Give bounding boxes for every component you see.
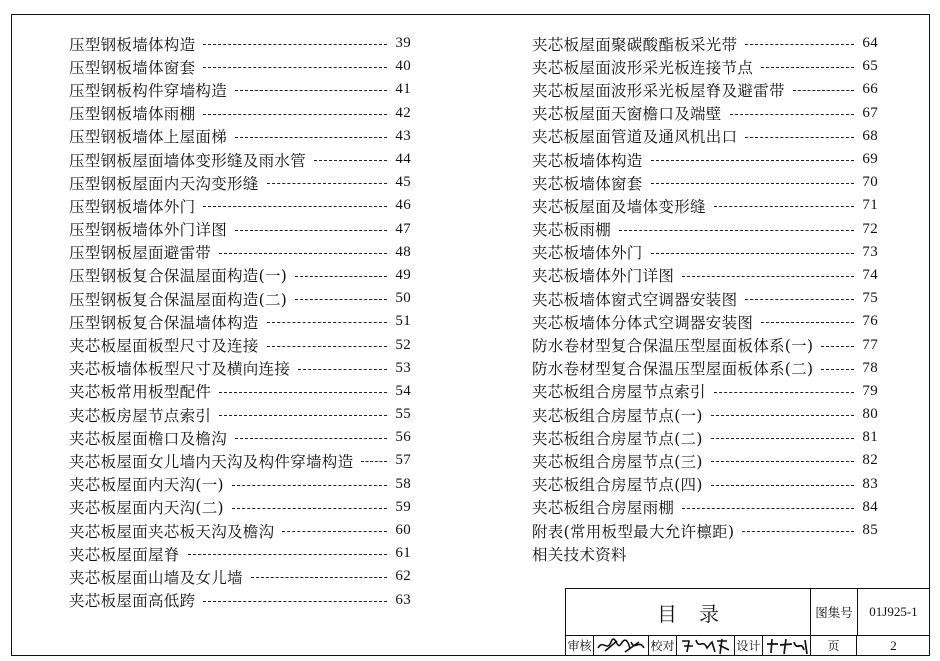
toc-entry[interactable] xyxy=(69,78,411,101)
toc-leader-dashes xyxy=(682,276,854,277)
toc-entry-title: 夹芯板屋面内天沟(二) xyxy=(69,499,224,518)
toc-entry-title: 压型钢板墙体窗套 xyxy=(69,58,196,77)
toc-entry-page: 44 xyxy=(395,151,411,168)
toc-entry-page: 81 xyxy=(862,429,878,446)
toc-entry-title: 夹芯板屋面屋脊 xyxy=(69,545,180,564)
toc-leader-dashes xyxy=(711,438,854,439)
toc-leader-dashes xyxy=(282,531,387,532)
toc-leader-dashes xyxy=(761,322,854,323)
toc-entry-title: 压型钢板屋面墙体变形缝及雨水管 xyxy=(69,151,307,170)
toc-leader-dashes xyxy=(188,554,387,555)
toc-entry-page: 68 xyxy=(862,127,878,144)
toc-leader-dashes xyxy=(235,137,387,138)
toc-leader-dashes xyxy=(235,230,387,231)
toc-leader-dashes xyxy=(714,206,854,207)
toc-entry[interactable] xyxy=(69,241,411,264)
toc-leader-dashes xyxy=(203,114,387,115)
toc-entry[interactable] xyxy=(532,264,878,287)
toc-entry[interactable] xyxy=(532,55,878,78)
toc-entry-page: 52 xyxy=(395,336,411,353)
toc-entry-page: 43 xyxy=(395,127,411,144)
design-label: 设计 xyxy=(735,635,763,656)
toc-entry[interactable] xyxy=(69,264,411,287)
toc-leader-dashes xyxy=(219,253,387,254)
toc-entry-page: 71 xyxy=(862,197,878,214)
toc-entry[interactable] xyxy=(69,333,411,356)
page-label: 页 xyxy=(811,635,857,656)
toc-entry-title: 夹芯板墙体窗套 xyxy=(532,174,643,193)
toc-leader-dashes xyxy=(295,299,387,300)
toc-leader-dashes xyxy=(203,601,387,602)
toc-entry-title: 压型钢板复合保温墙体构造 xyxy=(69,313,259,332)
toc-leader-dashes xyxy=(235,90,387,91)
toc-entry[interactable] xyxy=(69,519,411,542)
toc-leader-dashes xyxy=(219,415,387,416)
toc-entry[interactable] xyxy=(532,473,878,496)
toc-entry-page: 73 xyxy=(862,243,878,260)
toc-leader-dashes xyxy=(232,485,387,486)
toc-entry-page: 83 xyxy=(862,475,878,492)
toc-entry[interactable] xyxy=(69,496,411,519)
toc-entry-title: 夹芯板屋面高低跨 xyxy=(69,592,196,611)
toc-entry[interactable] xyxy=(69,473,411,496)
toc-leader-dashes xyxy=(203,67,387,68)
toc-entry-page: 54 xyxy=(395,382,411,399)
toc-leader-dashes xyxy=(298,369,387,370)
toc-entry-title: 相关技术资料 xyxy=(532,545,627,564)
toc-entry[interactable] xyxy=(532,449,878,472)
toc-entry-title: 夹芯板屋面及墙体变形缝 xyxy=(532,197,706,216)
toc-entry-title: 夹芯板墙体构造 xyxy=(532,151,643,170)
toc-entry-page: 50 xyxy=(395,290,411,307)
check-signature xyxy=(677,635,735,656)
toc-entry[interactable] xyxy=(69,287,411,310)
toc-entry[interactable] xyxy=(532,380,878,403)
toc-entry-page: 47 xyxy=(395,220,411,237)
toc-entry-title: 夹芯板墙体分体式空调器安装图 xyxy=(532,313,754,332)
toc-entry-page: 61 xyxy=(395,545,411,562)
toc-entry-title: 夹芯板屋面天窗檐口及端壁 xyxy=(532,105,722,124)
toc-entry[interactable] xyxy=(532,241,878,264)
toc-entry-title: 夹芯板组合房屋节点(四) xyxy=(532,476,703,495)
toc-leader-dashes xyxy=(251,577,387,578)
toc-entry[interactable] xyxy=(532,287,878,310)
toc-leader-dashes xyxy=(267,322,387,323)
toc-entry-title: 夹芯板常用板型配件 xyxy=(69,383,212,402)
toc-entry-page: 66 xyxy=(862,81,878,98)
toc-leader-dashes xyxy=(821,369,854,370)
toc-leader-dashes xyxy=(314,160,387,161)
toc-entry-page: 65 xyxy=(862,58,878,75)
toc-entry-title: 夹芯板墙体外门详图 xyxy=(532,267,675,286)
toc-entry[interactable] xyxy=(532,32,878,55)
toc-entry-page: 79 xyxy=(862,382,878,399)
toc-entry-title: 压型钢板墙体雨棚 xyxy=(69,105,196,124)
toc-entry[interactable] xyxy=(69,542,411,565)
toc-leader-dashes xyxy=(745,44,854,45)
toc-entry-page: 78 xyxy=(862,359,878,376)
toc-entry[interactable] xyxy=(532,194,878,217)
page-number: 2 xyxy=(890,637,897,653)
toc-leader-dashes xyxy=(203,206,387,207)
toc-entry-title: 压型钢板墙体上屋面梯 xyxy=(69,128,228,147)
toc-entry-title: 夹芯板墙体外门 xyxy=(532,244,643,263)
toc-entry[interactable] xyxy=(69,426,411,449)
toc-leader-dashes xyxy=(745,137,854,138)
toc-entry-title: 压型钢板墙体外门详图 xyxy=(69,221,228,240)
atlas-number: 01J925-1 xyxy=(869,604,918,619)
toc-entry-title: 夹芯板屋面波形采光板连接节点 xyxy=(532,58,754,77)
toc-entry-page: 67 xyxy=(862,104,878,121)
toc-entry[interactable] xyxy=(69,171,411,194)
toc-entry-title: 压型钢板屋面避雷带 xyxy=(69,244,212,263)
toc-entry[interactable] xyxy=(532,519,878,542)
toc-entry-page: 45 xyxy=(395,174,411,191)
toc-entry-page: 49 xyxy=(395,266,411,283)
toc-entry[interactable] xyxy=(532,357,878,380)
toc-entry[interactable] xyxy=(532,125,878,148)
toc-entry-title: 夹芯板房屋节点索引 xyxy=(69,406,212,425)
toc-entry[interactable] xyxy=(69,55,411,78)
toc-leader-dashes xyxy=(682,508,854,509)
toc-left-column xyxy=(69,32,411,612)
toc-entry[interactable] xyxy=(69,589,411,612)
toc-leader-dashes xyxy=(361,461,387,462)
toc-entry-page: 69 xyxy=(862,151,878,168)
toc-leader-dashes xyxy=(730,114,854,115)
toc-entry-title: 夹芯板屋面内天沟(一) xyxy=(69,476,224,495)
toc-leader-dashes xyxy=(742,531,854,532)
toc-entry-page: 85 xyxy=(862,522,878,539)
toc-entry-page: 53 xyxy=(395,359,411,376)
toc-entry-title: 夹芯板组合房屋雨棚 xyxy=(532,499,675,518)
check-label: 校对 xyxy=(649,635,677,656)
toc-entry-page: 46 xyxy=(395,197,411,214)
toc-entry[interactable] xyxy=(69,310,411,333)
toc-entry[interactable] xyxy=(532,403,878,426)
toc-entry-page: 48 xyxy=(395,243,411,260)
design-signature xyxy=(763,635,811,656)
toc-leader-dashes xyxy=(267,183,387,184)
toc-entry-title: 夹芯板屋面山墙及女儿墙 xyxy=(69,568,243,587)
toc-leader-dashes xyxy=(711,485,854,486)
toc-entry-page: 74 xyxy=(862,266,878,283)
toc-entry-title: 夹芯板墙体板型尺寸及横向连接 xyxy=(69,360,291,379)
toc-leader-dashes xyxy=(711,415,854,416)
atlas-number-label: 图集号 xyxy=(811,589,858,635)
toc-entry-title: 压型钢板复合保温屋面构造(一) xyxy=(69,267,288,286)
toc-entry-title: 夹芯板屋面女儿墙内天沟及构件穿墙构造 xyxy=(69,452,354,471)
toc-entry[interactable] xyxy=(69,357,411,380)
toc-leader-dashes xyxy=(619,230,854,231)
toc-entry-title: 夹芯板屋面波形采光板屋脊及避雷带 xyxy=(532,81,785,100)
toc-entry-page: 84 xyxy=(862,498,878,515)
toc-entry[interactable] xyxy=(69,32,411,55)
toc-entry-title: 压型钢板复合保温屋面构造(二) xyxy=(69,290,288,309)
toc-entry[interactable] xyxy=(69,565,411,588)
toc-entry[interactable] xyxy=(532,333,878,356)
toc-entry-title: 压型钢板墙体构造 xyxy=(69,35,196,54)
toc-leader-dashes xyxy=(295,276,387,277)
toc-leader-dashes xyxy=(651,183,854,184)
toc-leader-dashes xyxy=(711,461,854,462)
toc-entry-page: 62 xyxy=(395,568,411,585)
toc-leader-dashes xyxy=(203,44,387,45)
toc-entry-page: 70 xyxy=(862,174,878,191)
toc-leader-dashes xyxy=(761,67,854,68)
toc-entry[interactable] xyxy=(532,496,878,519)
toc-leader-dashes xyxy=(821,346,854,347)
toc-entry-title: 压型钢板屋面内天沟变形缝 xyxy=(69,174,259,193)
toc-entry[interactable] xyxy=(69,102,411,125)
toc-leader-dashes xyxy=(651,253,854,254)
toc-entry[interactable] xyxy=(532,102,878,125)
toc-entry[interactable] xyxy=(532,78,878,101)
toc-leader-dashes xyxy=(651,160,854,161)
toc-entry-page: 60 xyxy=(395,522,411,539)
toc-entry-page: 59 xyxy=(395,498,411,515)
toc-entry[interactable] xyxy=(532,171,878,194)
toc-right-column xyxy=(532,32,878,565)
toc-entry-title: 夹芯板屋面管道及通风机出口 xyxy=(532,128,738,147)
toc-leader-dashes xyxy=(267,346,387,347)
toc-entry-title: 压型钢板构件穿墙构造 xyxy=(69,81,228,100)
toc-entry-title: 夹芯板组合房屋节点(一) xyxy=(532,406,703,425)
toc-leader-dashes xyxy=(235,438,387,439)
toc-entry-page: 63 xyxy=(395,591,411,608)
toc-leader-dashes xyxy=(232,508,387,509)
title-block xyxy=(565,588,930,656)
toc-entry[interactable] xyxy=(69,449,411,472)
toc-entry-title: 夹芯板组合房屋节点(二) xyxy=(532,429,703,448)
toc-entry-page: 64 xyxy=(862,35,878,52)
toc-entry-title: 压型钢板墙体外门 xyxy=(69,197,196,216)
toc-leader-dashes xyxy=(714,392,854,393)
toc-entry[interactable] xyxy=(69,403,411,426)
toc-entry-page: 72 xyxy=(862,220,878,237)
toc-entry-page: 57 xyxy=(395,452,411,469)
toc-entry-page: 80 xyxy=(862,406,878,423)
toc-entry-page: 77 xyxy=(862,336,878,353)
toc-entry[interactable] xyxy=(532,148,878,171)
toc-entry[interactable] xyxy=(532,310,878,333)
toc-entry-title: 夹芯板屋面夹芯板天沟及檐沟 xyxy=(69,522,275,541)
toc-entry-title: 防水卷材型复合保温压型屋面板体系(一) xyxy=(532,337,814,356)
toc-entry[interactable] xyxy=(532,218,878,241)
toc-entry-title: 防水卷材型复合保温压型屋面板体系(二) xyxy=(532,360,814,379)
toc-entry-page: 39 xyxy=(395,35,411,52)
toc-entry-page: 75 xyxy=(862,290,878,307)
toc-entry-page: 55 xyxy=(395,406,411,423)
toc-leader-dashes xyxy=(793,90,854,91)
toc-entry[interactable] xyxy=(532,426,878,449)
toc-leader-dashes xyxy=(219,392,387,393)
toc-entry-page: 41 xyxy=(395,81,411,98)
toc-entry[interactable] xyxy=(69,194,411,217)
toc-entry-page: 82 xyxy=(862,452,878,469)
toc-entry[interactable] xyxy=(69,125,411,148)
review-label: 审核 xyxy=(566,635,594,656)
review-signature xyxy=(594,635,649,656)
toc-leader-dashes xyxy=(745,299,854,300)
toc-entry-title: 夹芯板屋面聚碳酸酯板采光带 xyxy=(532,35,738,54)
toc-entry-title: 附表(常用板型最大允许檩距) xyxy=(532,522,735,541)
toc-entry-page: 56 xyxy=(395,429,411,446)
toc-entry-page: 40 xyxy=(395,58,411,75)
toc-entry-title: 夹芯板组合房屋节点(三) xyxy=(532,452,703,471)
toc-entry-title: 夹芯板屋面檐口及檐沟 xyxy=(69,429,228,448)
toc-entry[interactable] xyxy=(69,380,411,403)
toc-entry-title: 夹芯板墙体窗式空调器安装图 xyxy=(532,290,738,309)
toc-entry[interactable] xyxy=(69,148,411,171)
toc-entry-title: 夹芯板雨棚 xyxy=(532,221,612,240)
toc-entry-title: 夹芯板组合房屋节点索引 xyxy=(532,383,706,402)
toc-entry-page: 76 xyxy=(862,313,878,330)
toc-entry-page: 51 xyxy=(395,313,411,330)
toc-entry-page: 58 xyxy=(395,475,411,492)
toc-entry-page: 42 xyxy=(395,104,411,121)
document-title: 目录 xyxy=(566,589,811,635)
toc-entry[interactable] xyxy=(532,542,878,565)
toc-entry[interactable] xyxy=(69,218,411,241)
toc-entry-title: 夹芯板屋面板型尺寸及连接 xyxy=(69,337,259,356)
